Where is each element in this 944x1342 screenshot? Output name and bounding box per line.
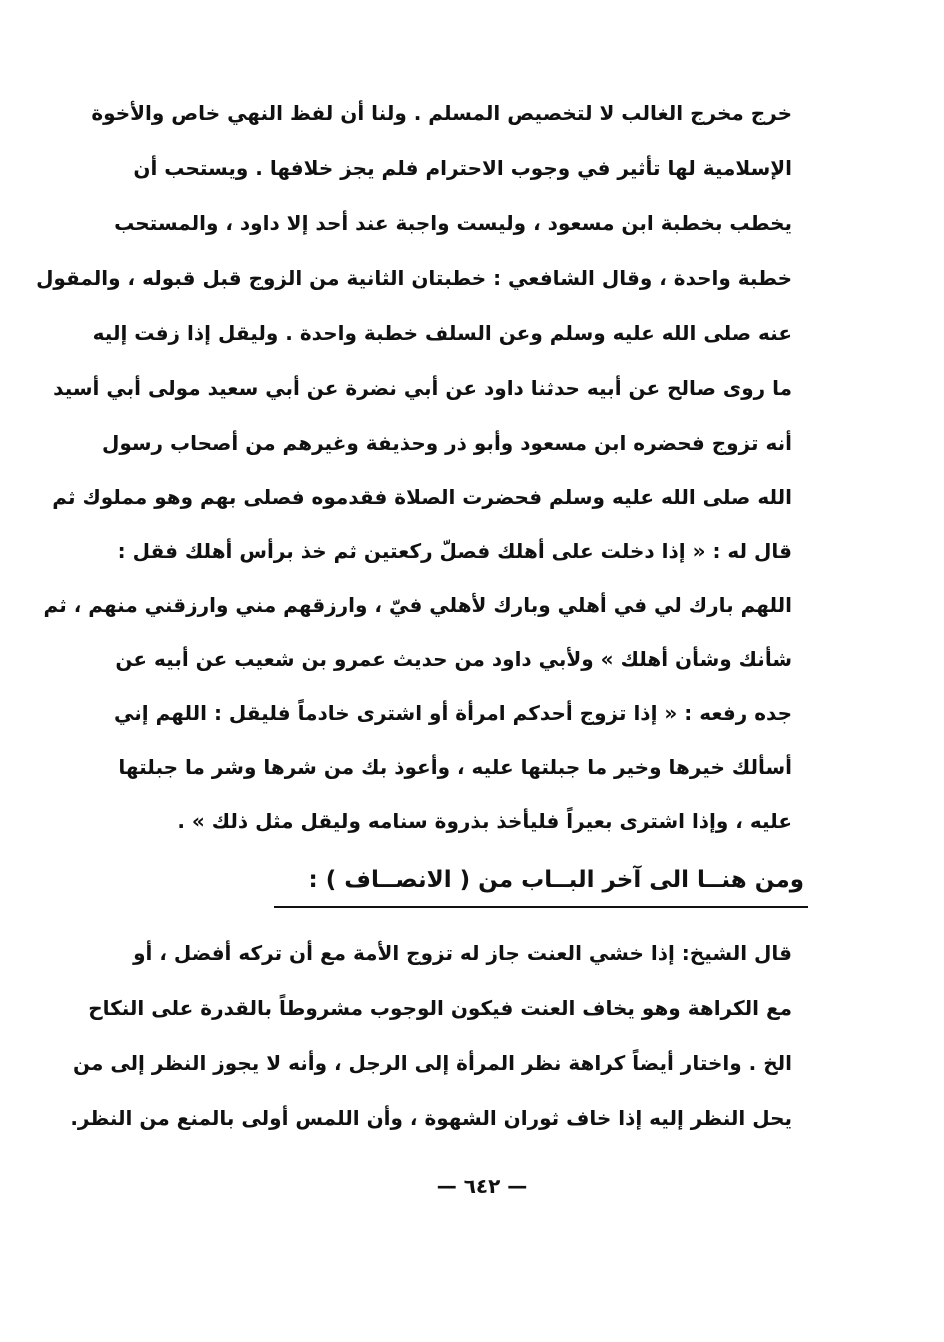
- paragraph-insaf: [70, 938, 792, 1138]
- text-line: الخ . واختار أيضاً كراهة نظر المرأة إلى الرجل ، وأنه لا يجوز النظر إلى من: [72, 1051, 792, 1075]
- text-line: أنه تزوج فحضره ابن مسعود وأبو ذر وحذيفة وغيرهم من أصحاب رسول: [102, 431, 792, 455]
- text-line: الله صلى الله عليه وسلم فحضرت الصلاة فقدموه فصلى بهم وهو مملوك ثم: [52, 485, 792, 509]
- paragraph-main: [36, 98, 792, 838]
- text-line: عليه ، وإذا اشترى بعيراً فليأخذ بذروة سنامه وليقل مثل ذلك » .: [177, 809, 792, 833]
- text-line: يخطب بخطبة ابن مسعود ، وليست واجبة عند أحد إلا داود ، والمستحب: [114, 211, 792, 235]
- text-line: خرج مخرج الغالب لا لتخصيص المسلم . ولنا أن لفظ النهي خاص والأخوة: [91, 101, 792, 125]
- text-line: مع الكراهة وهو يخاف العنت فيكون الوجوب مشروطاً بالقدرة على النكاح: [88, 996, 792, 1020]
- text-line: اللهم بارك لي في أهلي وبارك لأهلي فيّ ، وارزقهم مني وارزقني منهم ، ثم: [43, 593, 792, 617]
- text-line: ما روى صالح عن أبيه حدثنا داود عن أبي نضرة عن أبي سعيد مولى أبي أسيد: [53, 376, 792, 400]
- text-line: جده رفعه : « إذا تزوج أحدكم امرأة أو اشترى خادماً فليقل : اللهم إني: [114, 701, 792, 725]
- text-line: يحل النظر إليه إذا خاف ثوران الشهوة ، وأن اللمس أولى بالمنع من النظر.: [70, 1106, 792, 1130]
- text-line: قال الشيخ: إذا خشي العنت جاز له تزوج الأمة مع أن تركه أفضل ، أو: [133, 941, 792, 965]
- heading-underline: [274, 906, 808, 908]
- text-line: شأنك وشأن أهلك » ولأبي داود من حديث عمرو بن شعيب عن أبيه عن: [115, 647, 792, 671]
- text-line: عنه صلى الله عليه وسلم وعن السلف خطبة واحدة . وليقل إذا زفت إليه: [92, 321, 792, 345]
- text-line: الإسلامية لها تأثير في وجوب الاحترام فلم يجز خلافها . ويستحب أن: [133, 156, 792, 180]
- text-line: خطبة واحدة ، وقال الشافعي : خطبتان الثانية من الزوج قبل قبوله ، والمقول: [36, 266, 792, 290]
- text-line: أسألك خيرها وخير ما جبلتها عليه ، وأعوذ بك من شرها وشر ما جبلتها: [118, 755, 792, 779]
- text-line: قال له : « إذا دخلت على أهلك فصلّ ركعتين ثم خذ برأس أهلك فقل :: [117, 539, 792, 563]
- section-heading: ومن هنــا الى آخر البــاب من ( الانصــاف ) :: [308, 867, 804, 893]
- page-number: — ٦٤٢ —: [436, 1174, 528, 1198]
